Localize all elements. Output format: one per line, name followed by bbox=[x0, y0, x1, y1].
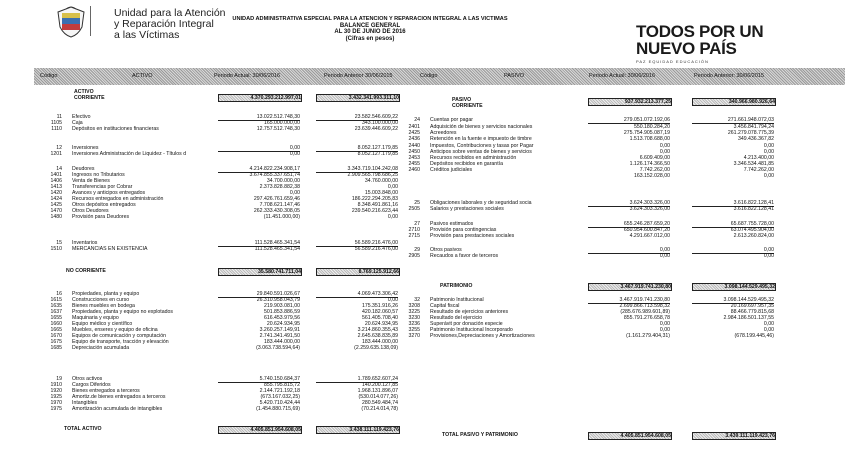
account-code: 14 bbox=[56, 166, 62, 172]
pasivo-corriente-anterior: 340.966.980.926,64 bbox=[692, 98, 776, 106]
account-name: Depreciación acumulada bbox=[72, 345, 130, 351]
value-periodo-anterior: 420.182.060,57 bbox=[361, 309, 398, 315]
account-name: Depósitos recibidos en garantía bbox=[430, 161, 503, 167]
slogan-line-2: NUEVO PAÍS bbox=[636, 39, 737, 58]
account-name: Recursos entregados en administración bbox=[72, 196, 164, 202]
account-name: Pasivos estimados bbox=[430, 221, 474, 227]
account-code: 15 bbox=[56, 240, 62, 246]
slogan-line-3: PAZ EQUIDAD EDUCACIÓN bbox=[636, 59, 709, 64]
account-code: 1970 bbox=[50, 400, 62, 406]
header-periodo-actual: Periodo Actual: 30/06/2016 bbox=[214, 73, 281, 79]
account-name: Construcciones en curso bbox=[72, 297, 130, 303]
account-code: 1975 bbox=[50, 406, 62, 412]
value-periodo-actual: 111.528.465.341,54 bbox=[218, 240, 300, 247]
account-code: 1470 bbox=[50, 208, 62, 214]
account-name: Equipo de transporte, tracción y elevación bbox=[72, 339, 169, 345]
value-periodo-actual: 2.699.866.713.598,32 bbox=[619, 303, 670, 309]
value-periodo-anterior: 3.616.822.128,41 bbox=[733, 206, 774, 212]
pasivo-label: PASIVO bbox=[452, 97, 472, 103]
value-periodo-anterior: 0,00 bbox=[387, 297, 398, 303]
header-codigo-2: Código bbox=[420, 73, 438, 79]
report-title: UNIDAD ADMINISTRATIVA ESPECIAL PARA LA ATENCION Y REPARACION INTEGRAL A LAS VICTIMAS bbox=[232, 16, 508, 22]
value-periodo-anterior: 3.616.822.128,41 bbox=[692, 200, 774, 207]
account-name: Efectivo bbox=[72, 114, 91, 120]
account-name: Maquinaria y equipo bbox=[72, 315, 119, 321]
value-periodo-actual: 7.742.262,00 bbox=[639, 167, 670, 173]
account-code: 1201 bbox=[50, 151, 62, 157]
value-periodo-anterior: 0,00 bbox=[692, 247, 774, 254]
account-name: Bienes entregados a terceros bbox=[72, 388, 140, 394]
report-subtitle: BALANCE GENERAL bbox=[339, 22, 401, 29]
value-periodo-anterior: 63.074.495.904,00 bbox=[730, 227, 774, 233]
account-code: 2453 bbox=[408, 155, 420, 161]
account-code: 2401 bbox=[408, 124, 420, 130]
value-periodo-actual: 3.467.919.741.230,80 bbox=[588, 297, 670, 304]
value-periodo-actual: 4.291.667.012,00 bbox=[629, 233, 670, 239]
account-name: Amortiz.de bienes entregados a terceros bbox=[72, 394, 166, 400]
value-periodo-anterior: 0,00 bbox=[763, 253, 774, 259]
account-name: MERCANCIAS EN EXISTENCIA bbox=[72, 246, 148, 252]
value-periodo-anterior: 20.624.934,95 bbox=[364, 321, 398, 327]
value-periodo-actual: (11.451.000,00) bbox=[263, 214, 300, 220]
account-name: Impuestos, Contribuciones y tasas por Pagar bbox=[430, 143, 534, 149]
todos-por-un-nuevo-pais-logo bbox=[636, 22, 826, 62]
account-code: 1110 bbox=[51, 126, 62, 132]
value-periodo-actual: 0,00 bbox=[289, 151, 300, 157]
account-name: Deudores bbox=[72, 166, 95, 172]
value-periodo-anterior: 175.351.916,26 bbox=[361, 303, 398, 309]
value-periodo-anterior: 561.405.708,40 bbox=[361, 315, 398, 321]
value-periodo-actual: 3.674.855.337.651,74 bbox=[249, 172, 300, 178]
account-name: Recaudos a favor de terceros bbox=[430, 253, 499, 259]
value-periodo-actual: 163.152.028,00 bbox=[633, 173, 670, 179]
patrimonio-label: PATRIMONIO bbox=[440, 283, 473, 289]
slogan-line-1: TODOS POR UN bbox=[636, 22, 764, 41]
account-name: Propiedades, planta y equipo bbox=[72, 291, 140, 297]
value-periodo-actual: (1.161.279.404,31) bbox=[626, 333, 670, 339]
account-code: 2455 bbox=[408, 161, 420, 167]
account-code: 3208 bbox=[408, 303, 420, 309]
account-code: 1105 bbox=[50, 120, 62, 126]
value-periodo-anterior: 3.214.860.355,43 bbox=[357, 327, 398, 333]
account-name: Otros pasivos bbox=[430, 247, 462, 253]
account-name: Otros depósitos entregados bbox=[72, 202, 136, 208]
no-corriente-label: NO CORRIENTE bbox=[66, 268, 106, 274]
account-name: Provisión para contingencias bbox=[430, 227, 497, 233]
account-name: Salarios y prestaciones sociales bbox=[430, 206, 504, 212]
account-code: 12 bbox=[56, 145, 62, 151]
value-periodo-actual: 279.051.072.192,06 bbox=[588, 117, 670, 124]
account-code: 2505 bbox=[408, 206, 420, 212]
account-name: Resultado del ejercicio bbox=[430, 315, 483, 321]
account-name: Propiedades, planta y equipo no explotados bbox=[72, 309, 173, 315]
value-periodo-anterior: 34.760.000,00 bbox=[364, 178, 398, 184]
report-units: (Cifras en pesos) bbox=[345, 35, 395, 42]
value-periodo-anterior: 3.346.534.481,85 bbox=[733, 161, 774, 167]
value-periodo-actual: (1.454.880.715,69) bbox=[256, 406, 300, 412]
value-periodo-actual: 550.180.284,20 bbox=[633, 124, 670, 130]
value-periodo-anterior: 20.169.697.957,35 bbox=[730, 303, 774, 309]
value-periodo-actual: 297.426.761.659,46 bbox=[253, 196, 300, 202]
value-periodo-anterior: 65.687.755.728,00 bbox=[692, 221, 774, 228]
header-periodo-anterior: Periodo Anterior 30/06/2015 bbox=[324, 73, 393, 79]
column-header-bar bbox=[34, 68, 845, 85]
header-periodo-anterior-2: Periodo Anterior: 30/06/2015 bbox=[694, 73, 765, 79]
account-name: Inventarios bbox=[72, 240, 98, 246]
value-periodo-anterior: 239.540.216.623,44 bbox=[351, 208, 398, 214]
account-code: 1480 bbox=[50, 214, 62, 220]
account-name: Intangibles bbox=[72, 400, 98, 406]
account-code: 3230 bbox=[408, 315, 420, 321]
coat-of-arms-icon bbox=[54, 5, 88, 39]
account-name: Venta de Bienes bbox=[72, 178, 110, 184]
account-code: 1675 bbox=[50, 339, 62, 345]
value-periodo-actual: 3.624.303.326,00 bbox=[588, 200, 670, 207]
value-periodo-actual: 2.741.341.491,50 bbox=[259, 333, 300, 339]
value-periodo-anterior: 2.909.565.798.686,25 bbox=[347, 172, 398, 178]
activo-corriente-actual: 4.370.293.212.997,01 bbox=[218, 94, 302, 102]
account-name: Caja bbox=[72, 120, 83, 126]
total-pasivo-patrimonio-anterior: 3.439.111.119.423,76 bbox=[692, 432, 776, 440]
corriente-label: CORRIENTE bbox=[74, 95, 105, 101]
report-header bbox=[230, 16, 510, 42]
account-code: 1925 bbox=[50, 394, 62, 400]
unidad-logo bbox=[52, 4, 227, 44]
value-periodo-actual: 6.609.409,00 bbox=[639, 155, 670, 161]
account-name: Depósitos en instituciones financieras bbox=[72, 126, 159, 132]
value-periodo-actual: 29.840.591.026,67 bbox=[218, 291, 300, 298]
account-name: Avances y anticipos entregados bbox=[72, 190, 146, 196]
account-name: Provisión para Deudores bbox=[72, 214, 130, 220]
account-name: Inversiones Administración de Liquidez - Títulos d bbox=[72, 151, 187, 157]
account-code: 1424 bbox=[50, 196, 62, 202]
value-periodo-actual: 501.853.886,59 bbox=[263, 309, 300, 315]
account-name: Inversiones bbox=[72, 145, 99, 151]
header-pasivo: PASIVO bbox=[504, 73, 525, 79]
value-periodo-anterior: 280.549.484,74 bbox=[361, 400, 398, 406]
account-code: 1637 bbox=[50, 309, 62, 315]
account-code: 2715 bbox=[408, 233, 420, 239]
account-code: 1920 bbox=[50, 388, 62, 394]
value-periodo-actual: 0,00 bbox=[289, 190, 300, 196]
total-activo-anterior: 3.438.111.119.423,76 bbox=[316, 426, 400, 434]
account-code: 1685 bbox=[50, 345, 62, 351]
header-codigo: Código bbox=[40, 73, 58, 79]
account-name: Superávit por donación especie bbox=[430, 321, 503, 327]
patrimonio-anterior: 3.098.144.529.495,32 bbox=[692, 283, 776, 291]
total-pasivo-patrimonio-label: TOTAL PASIVO Y PATRIMONIO bbox=[442, 432, 518, 438]
value-periodo-anterior: 186.222.294.205,83 bbox=[351, 196, 398, 202]
pasivo-corriente-actual: 937.932.213.377,25 bbox=[588, 98, 672, 106]
account-name: Patrimonio Institucional Incorporado bbox=[430, 327, 513, 333]
value-periodo-anterior: 56.589.216.476,00 bbox=[354, 246, 398, 252]
value-periodo-actual: 13.022.512.748,30 bbox=[218, 114, 300, 121]
value-periodo-actual: 655.246.287.659,20 bbox=[588, 221, 670, 228]
value-periodo-anterior: 0,00 bbox=[763, 173, 774, 179]
no-corriente-anterior: 8.769.125.912,66 bbox=[316, 268, 400, 276]
value-periodo-anterior: 0,00 bbox=[387, 214, 398, 220]
account-name: Capital fiscal bbox=[430, 303, 460, 309]
account-code: 2425 bbox=[408, 130, 420, 136]
value-periodo-anterior: 1.968.131.896,07 bbox=[357, 388, 398, 394]
account-code: 1406 bbox=[50, 178, 62, 184]
account-code: 2440 bbox=[408, 143, 420, 149]
value-periodo-actual: 0,00 bbox=[659, 253, 670, 259]
account-code: 3225 bbox=[408, 309, 420, 315]
total-activo-label: TOTAL ACTIVO bbox=[64, 426, 102, 432]
account-name: Adquisición de bienes y servicios nacionales bbox=[430, 124, 533, 130]
account-name: Acreedores bbox=[430, 130, 457, 136]
account-code: 27 bbox=[414, 221, 420, 227]
value-periodo-actual: 616.453.979,56 bbox=[263, 315, 300, 321]
value-periodo-anterior: 0,00 bbox=[763, 327, 774, 333]
org-name-line-1: Unidad para la Atención bbox=[114, 7, 226, 19]
no-corriente-actual: 35.580.741.711,04 bbox=[218, 268, 302, 276]
pasivo-corriente-label: CORRIENTE bbox=[452, 103, 483, 109]
account-name: Transferencias por Cobrar bbox=[72, 184, 133, 190]
value-periodo-actual: 262.333.430.308,05 bbox=[253, 208, 300, 214]
value-periodo-actual: 855.791.276.658,78 bbox=[623, 315, 670, 321]
account-name: Muebles, enseres y equipo de oficina bbox=[72, 327, 158, 333]
value-periodo-anterior: 56.589.216.476,00 bbox=[316, 240, 398, 247]
account-name: Cargos Diferidos bbox=[72, 382, 111, 388]
account-name: Provisión para prestaciones sociales bbox=[430, 233, 515, 239]
value-periodo-anterior: (70.214.014,78) bbox=[361, 406, 398, 412]
value-periodo-anterior: 271.661.948.072,03 bbox=[692, 117, 774, 124]
account-code: 1420 bbox=[50, 190, 62, 196]
account-name: Patrimonio Institucional bbox=[430, 297, 484, 303]
account-name: Otros activos bbox=[72, 376, 103, 382]
value-periodo-anterior: 23.639.446.609,22 bbox=[354, 126, 398, 132]
value-periodo-actual: 2.144.721.192,18 bbox=[259, 388, 300, 394]
activo-corriente-anterior: 3.432.341.993.311,10 bbox=[316, 94, 400, 102]
header-periodo-actual-2: Periodo Actual: 30/06/2016 bbox=[589, 73, 656, 79]
value-periodo-anterior: 3.098.144.529.495,32 bbox=[692, 297, 774, 304]
value-periodo-actual: 219.903.081,00 bbox=[263, 303, 300, 309]
value-periodo-anterior: 2.613.260.824,00 bbox=[733, 233, 774, 239]
account-code: 1413 bbox=[50, 184, 62, 190]
total-pasivo-patrimonio-actual: 4.405.851.954.608,05 bbox=[588, 432, 672, 440]
value-periodo-anterior: (2.259.635.138,09) bbox=[354, 345, 398, 351]
account-code: 3236 bbox=[408, 321, 420, 327]
value-periodo-actual: 165.000.000,00 bbox=[263, 120, 300, 126]
value-periodo-actual: 1.126.174.366,50 bbox=[629, 161, 670, 167]
account-name: Ingresos no Tributarios bbox=[72, 172, 125, 178]
value-periodo-actual: (285.676.989.601,89) bbox=[620, 309, 670, 315]
value-periodo-actual: 20.624.934,95 bbox=[266, 321, 300, 327]
value-periodo-actual: 275.754.905.087,19 bbox=[623, 130, 670, 136]
account-code: 3270 bbox=[408, 333, 420, 339]
value-periodo-anterior: 183.444.000,00 bbox=[361, 339, 398, 345]
value-periodo-actual: 0,00 bbox=[588, 247, 670, 254]
patrimonio-actual: 3.467.919.741.230,80 bbox=[588, 283, 672, 291]
value-periodo-anterior: 0,00 bbox=[763, 321, 774, 327]
report-date: AL 30 DE JUNIO DE 2016 bbox=[334, 29, 406, 35]
account-name: Resultado de ejercicios anteriores bbox=[430, 309, 509, 315]
value-periodo-anterior: 3.343.719.104.242,08 bbox=[316, 166, 398, 173]
value-periodo-actual: 7.708.621.147,46 bbox=[259, 202, 300, 208]
total-activo-actual: 4.405.851.954.608,05 bbox=[218, 426, 302, 434]
account-code: 2436 bbox=[408, 136, 420, 142]
value-periodo-anterior: 349.436.367,82 bbox=[737, 136, 774, 142]
account-code: 2710 bbox=[408, 227, 420, 233]
account-code: 19 bbox=[56, 376, 62, 382]
account-name: Anticipos sobre ventas de bienes y servicios bbox=[430, 149, 532, 155]
account-name: Retención en la fuente e impuesto de timbre bbox=[430, 136, 532, 142]
value-periodo-actual: 5.420.710.424,44 bbox=[259, 400, 300, 406]
value-periodo-anterior: 23.582.546.609,22 bbox=[316, 114, 398, 121]
value-periodo-anterior: 3.456.841.794,24 bbox=[733, 124, 774, 130]
value-periodo-anterior: 4.213.400,00 bbox=[743, 155, 774, 161]
account-name: Recursos recibidos en administración bbox=[430, 155, 517, 161]
value-periodo-anterior: 261.279.078.775,39 bbox=[727, 130, 774, 136]
account-code: 16 bbox=[56, 291, 62, 297]
account-name: Provisiones,Depreciaciones y Amortizaciones bbox=[430, 333, 535, 339]
account-code: 2460 bbox=[408, 167, 420, 173]
value-periodo-actual: 26.310.958.043,79 bbox=[256, 297, 300, 303]
account-code: 1635 bbox=[50, 303, 62, 309]
header-activo: ACTIVO bbox=[132, 73, 153, 79]
value-periodo-anterior: 8.052.127.179,85 bbox=[316, 145, 398, 152]
account-code: 1615 bbox=[50, 297, 62, 303]
value-periodo-actual: 2.373.828.882,38 bbox=[259, 184, 300, 190]
org-name-line-2: y Reparación Integral bbox=[114, 18, 214, 30]
value-periodo-actual: 111.528.465.341,54 bbox=[254, 246, 300, 252]
account-name: Amortización acumulada de intangibles bbox=[72, 406, 163, 412]
value-periodo-actual: 12.757.512.748,30 bbox=[256, 126, 300, 132]
value-periodo-anterior: (678.199.445,46) bbox=[734, 333, 774, 339]
org-name-line-3: a las Víctimas bbox=[114, 29, 180, 41]
value-periodo-anterior: 0,00 bbox=[763, 143, 774, 149]
account-code: 2450 bbox=[408, 149, 420, 155]
account-code: 1660 bbox=[50, 321, 62, 327]
account-code: 11 bbox=[56, 114, 62, 120]
value-periodo-anterior: 1.789.652.607,24 bbox=[316, 376, 398, 383]
value-periodo-anterior: 7.742.262,00 bbox=[743, 167, 774, 173]
value-periodo-actual: 0,00 bbox=[659, 327, 670, 333]
value-periodo-actual: 1.513.708.688,00 bbox=[629, 136, 670, 142]
value-periodo-actual: 855.795.815,72 bbox=[263, 382, 300, 388]
account-name: Equipos de comunicación y computación bbox=[72, 333, 167, 339]
account-name: Créditos judiciales bbox=[430, 167, 473, 173]
value-periodo-actual: (3.063.738.594,64) bbox=[256, 345, 300, 351]
value-periodo-actual: (673.167.032,25) bbox=[260, 394, 300, 400]
value-periodo-anterior: 0,00 bbox=[763, 149, 774, 155]
value-periodo-anterior: 15.003.848,00 bbox=[364, 190, 398, 196]
account-code: 2905 bbox=[408, 253, 420, 259]
value-periodo-anterior: 8.052.127.179,85 bbox=[357, 151, 398, 157]
value-periodo-actual: 3.624.303.326,00 bbox=[629, 206, 670, 212]
account-code: 1670 bbox=[50, 333, 62, 339]
account-code: 29 bbox=[414, 247, 420, 253]
account-code: 3255 bbox=[408, 327, 420, 333]
value-periodo-actual: 34.700.000,00 bbox=[266, 178, 300, 184]
account-name: Otros Deudores bbox=[72, 208, 109, 214]
value-periodo-anterior: 4.069.473.306,42 bbox=[316, 291, 398, 298]
activo-label: ACTIVO bbox=[74, 89, 94, 95]
value-periodo-anterior: (530.014.077,26) bbox=[358, 394, 398, 400]
value-periodo-actual: 0,00 bbox=[218, 145, 300, 152]
value-periodo-actual: 183.444.000,00 bbox=[263, 339, 300, 345]
value-periodo-actual: 0,00 bbox=[659, 321, 670, 327]
value-periodo-anterior: 8.348.491.861,16 bbox=[357, 202, 398, 208]
value-periodo-actual: 5.740.150.684,37 bbox=[218, 376, 300, 383]
account-name: Equipo médico y científico bbox=[72, 321, 133, 327]
account-code: 1665 bbox=[50, 327, 62, 333]
value-periodo-actual: 0,00 bbox=[659, 143, 670, 149]
account-code: 1401 bbox=[50, 172, 62, 178]
account-code: 1425 bbox=[50, 202, 62, 208]
value-periodo-anterior: 343.100.000,00 bbox=[361, 120, 398, 126]
value-periodo-anterior: 2.984.186.501.137,55 bbox=[723, 315, 774, 321]
value-periodo-actual: 0,00 bbox=[659, 149, 670, 155]
account-code: 25 bbox=[414, 200, 420, 206]
account-code: 1510 bbox=[50, 246, 62, 252]
account-code: 24 bbox=[414, 117, 420, 123]
value-periodo-actual: 650.954.600.847,20 bbox=[623, 227, 670, 233]
value-periodo-anterior: 140.200.127,85 bbox=[361, 382, 398, 388]
account-name: Bienes muebles en bodega bbox=[72, 303, 135, 309]
value-periodo-actual: 3.260.257.149,91 bbox=[259, 327, 300, 333]
account-code: 32 bbox=[414, 297, 420, 303]
value-periodo-actual: 4.214.822.234.908,17 bbox=[218, 166, 300, 173]
value-periodo-anterior: 0,00 bbox=[387, 184, 398, 190]
account-name: Cuentas por pagar bbox=[430, 117, 473, 123]
value-periodo-anterior: 88.466.779.815,68 bbox=[730, 309, 774, 315]
value-periodo-anterior: 2.645.638.835,89 bbox=[357, 333, 398, 339]
account-code: 1655 bbox=[50, 315, 62, 321]
account-code: 1910 bbox=[50, 382, 62, 388]
account-name: Obligaciones laborales y de seguridad socia bbox=[430, 200, 532, 206]
